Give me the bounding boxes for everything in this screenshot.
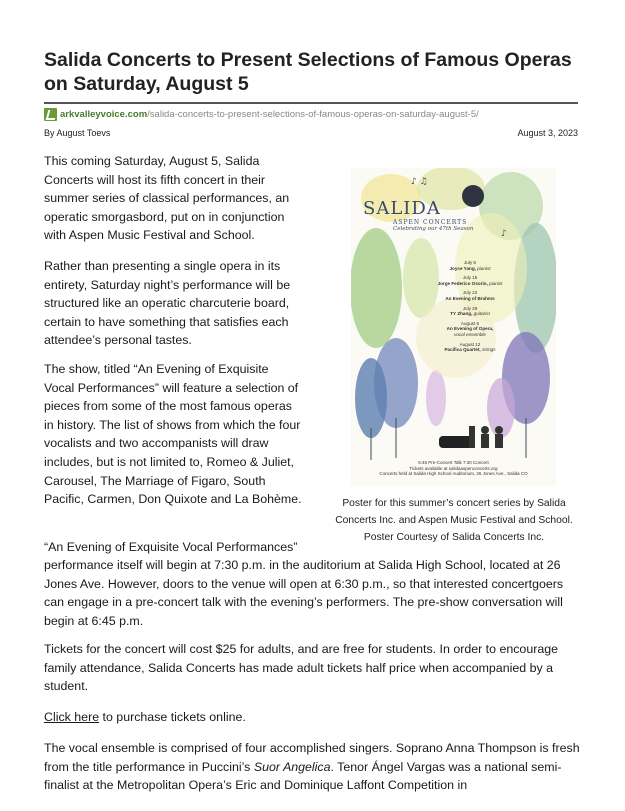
paragraph-7-text-a: The vocal ensemble is comprised of four accomplished singers. Soprano Anna Thompson is fresh from the title performance in Puccini’s [44,741,580,774]
poster-logo-tagline: Celebrating our 47th Season [393,226,474,232]
source-path: /salida-concerts-to-present-selections-of-famous-operas-on-saturday-august-5/ [147,108,479,120]
poster-event [415,342,525,353]
paragraph-5: Tickets for the concert will cost $25 for adults, and are free for students. In order to encourage family attendance, Salida Concerts has made adult tickets half price when accompanied by a student. [44,642,559,694]
article-title: Salida Concerts to Present Selections of Famous Operas on Saturday, August 5 [44,49,572,95]
paragraph-3: The show, titled “An Evening of Exquisite Vocal Performances” will feature a selection of pieces from some of the most famous operas in history. The list of shows from which the four vocalists and two accompanists will draw includes, but is not limited to, Romeo & Juliet, Carousel, The Marriage of Figaro, South Pacific, Carmen, Don Quixote and La Bohème. [44,362,302,507]
poster-logo-word: SALIDA [363,198,441,219]
paragraph-4-lead: “An Evening of Exquisite Vocal Performances” [44,540,298,554]
poster-event [415,290,525,301]
poster-footer-tickets: Tickets available at salidaaspenconcerts.org [409,465,498,471]
poster-footer [351,460,556,477]
poster-event-role: pianist [477,265,491,271]
poster-schedule [415,260,525,353]
poster-event-role: guitarist [473,311,490,317]
poster-event-name: An Evening of Brahms [445,295,495,301]
source-domain: arkvalleyvoice.com [60,108,148,120]
publish-date: August 3, 2023 [517,128,578,138]
opera-title-italic: Suor Angelica [253,759,331,774]
poster-event-name: TY Zhang, [450,311,473,317]
paragraph-6-text: to purchase tickets online. [99,710,246,724]
poster-caption: Poster for this summer’s concert series by Salida Concerts Inc. and Aspen Music Festival and School. Poster Courtesy of Salida Concerts Inc. [335,498,573,543]
site-favicon-icon [44,108,57,121]
poster-event-name: Jorge Federico Osorio, [437,280,488,286]
poster-event-date: July 15 [462,275,478,281]
poster-event-date: July 22 [462,290,478,296]
poster-event-date: July 8 [463,260,476,265]
poster-event-role: strings [482,347,496,353]
paragraph-7-text-b: . Tenor Ángel Vargas was a national semi-finalist at the Metropolitan Opera’s Eric and Dominique Laffont Competition in [44,759,562,793]
poster-event-date: August 5 [460,320,480,326]
poster-event-date: July 29 [462,305,478,311]
byline: By August Toevs [44,128,111,138]
purchase-tickets-link[interactable]: Click here [44,710,100,724]
poster-event [415,321,525,338]
poster-event [415,306,525,317]
poster-event-name: Joyce Yang, [449,265,476,271]
poster-event-role: pianist [489,280,503,286]
paragraph-4: performance itself will begin at 7:30 p.m. in the auditorium at Salida High School, located at 26 Jones Ave. However, doors to the venue will open at 6:30 p.m., so that interested concertgoers can engage in a pre-concert talk with the evening’s performers. The pre-show conversation will begin at 6:45 p.m. [44,558,564,628]
paragraph-2: Rather than presenting a single opera in its entirety, Saturday night’s performance will be structured like an operatic charcuterie board, certain to have something that satisfies each attendee’s personal tastes. [44,259,291,348]
poster-event-name: Pacifica Quartet, [444,347,481,353]
title-divider [44,102,578,104]
poster-logo-sub: ASPEN CONCERTS [393,219,468,226]
poster-event-role: vocal ensemble [454,331,486,337]
poster-logo [363,198,493,232]
poster-event [415,275,525,286]
poster-footer-venue: Concerts held at Salida High School Auditorium, 26 Jones Ave., Salida CO [379,471,528,477]
poster-event-name: An Evening of Opera, [446,326,494,332]
poster-event-date: August 12 [459,341,481,347]
poster-event [415,260,525,271]
paragraph-6 [44,708,584,727]
paragraph-1: This coming Saturday, August 5, Salida Concerts will host its fifth concert in their summer series of classical performances, an operatic smorgasbord, put on in conjunction with Aspen Music Festival and School. [44,154,290,243]
source-url[interactable] [44,107,479,121]
concert-poster-image [351,168,556,486]
paragraph-7 [44,739,584,795]
poster-footer-times: 6:45 Pre-Concert Talk 7:30 Concert [418,460,489,465]
svg-text:♪: ♪ [501,229,507,239]
svg-text:♪ ♫: ♪ ♫ [411,177,428,187]
